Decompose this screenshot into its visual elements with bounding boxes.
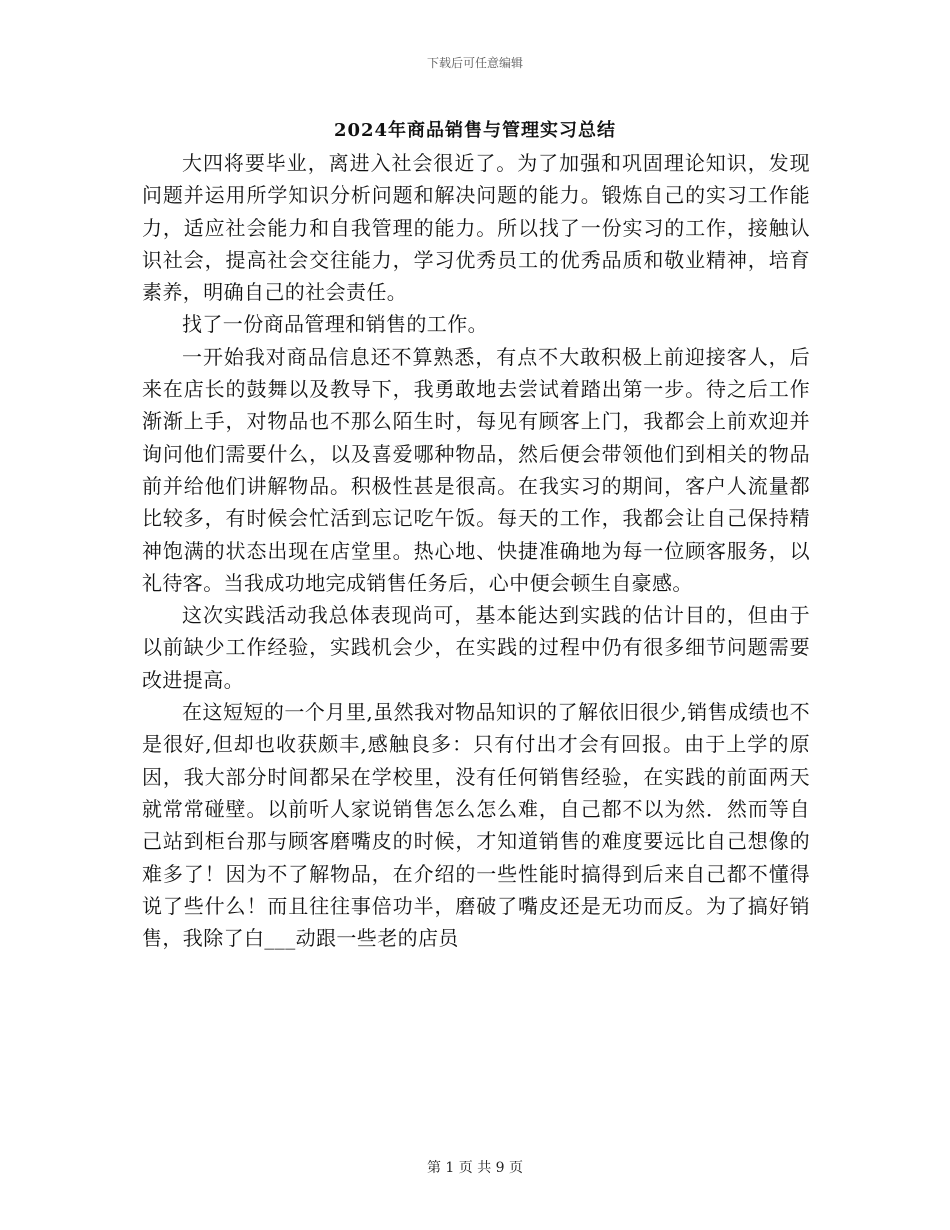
header-note: 下载后可任意编辑 xyxy=(426,56,523,70)
paragraph-4: 这次实践活动我总体表现尚可，基本能达到实践的估计目的，但由于以前缺少工作经验，实践机会少，在实践的过程中仍有很多细节问题需要改进提高。 xyxy=(142,603,810,692)
paragraph-5: 在这短短的一个月里,虽然我对物品知识的了解依旧很少,销售成绩也不是很好,但却也收获颇丰,感触良多：只有付出才会有回报。由于上学的原因，我大部分时间都呆在学校里，没有任何销售经验，在实践的前面两天就常常碰壁。以前听人家说销售怎么怎么难，自己都不以为然．然而等自己站到柜台那与顾客磨嘴皮的时候，才知道销售的难度要远比自己想像的难多了！因为不了解物品，在介绍的一些性能时搞得到后来自己都不懂得说了些什么！而且往往事倍功半，磨破了嘴皮还是无功而反。为了搞好销售，我除了白___动跟一些老的店员 xyxy=(142,700,810,951)
paragraph-3: 一开始我对商品信息还不算熟悉，有点不大敢积极上前迎接客人，后来在店长的鼓舞以及教导下，我勇敢地去尝试着踏出第一步。待之后工作渐渐上手，对物品也不那么陌生时，每见有顾客上门，我都会上前欢迎并询问他们需要什么，以及喜爱哪种物品，然后便会带领他们到相关的物品前并给他们讲解物品。积极性甚是很高。在我实习的期间，客户人流量都比较多，有时候会忙活到忘记吃午饭。每天的工作，我都会让自己保持精神饱满的状态出现在店堂里。热心地、快捷准确地为每一位顾客服务，以礼待客。当我成功地完成销售任务后，心中便会顿生自豪感。 xyxy=(142,344,810,595)
document-title: 2024年商品销售与管理实习总结 xyxy=(333,120,617,141)
paragraph-2: 找了一份商品管理和销售的工作。 xyxy=(182,312,488,337)
paragraph-1: 大四将要毕业，离进入社会很近了。为了加强和巩固理论知识，发现问题并运用所学知识分析问题和解决问题的能力。锻炼自己的实习工作能力，适应社会能力和自我管理的能力。所以找了一份实习的工作，接触认识社会，提高社会交往能力，学习优秀员工的优秀品质和敬业精神，培育素养，明确自己的社会责任。 xyxy=(142,151,810,305)
document-body xyxy=(142,147,810,954)
page-number-footer: 第 1 页 共 9 页 xyxy=(426,1160,524,1176)
